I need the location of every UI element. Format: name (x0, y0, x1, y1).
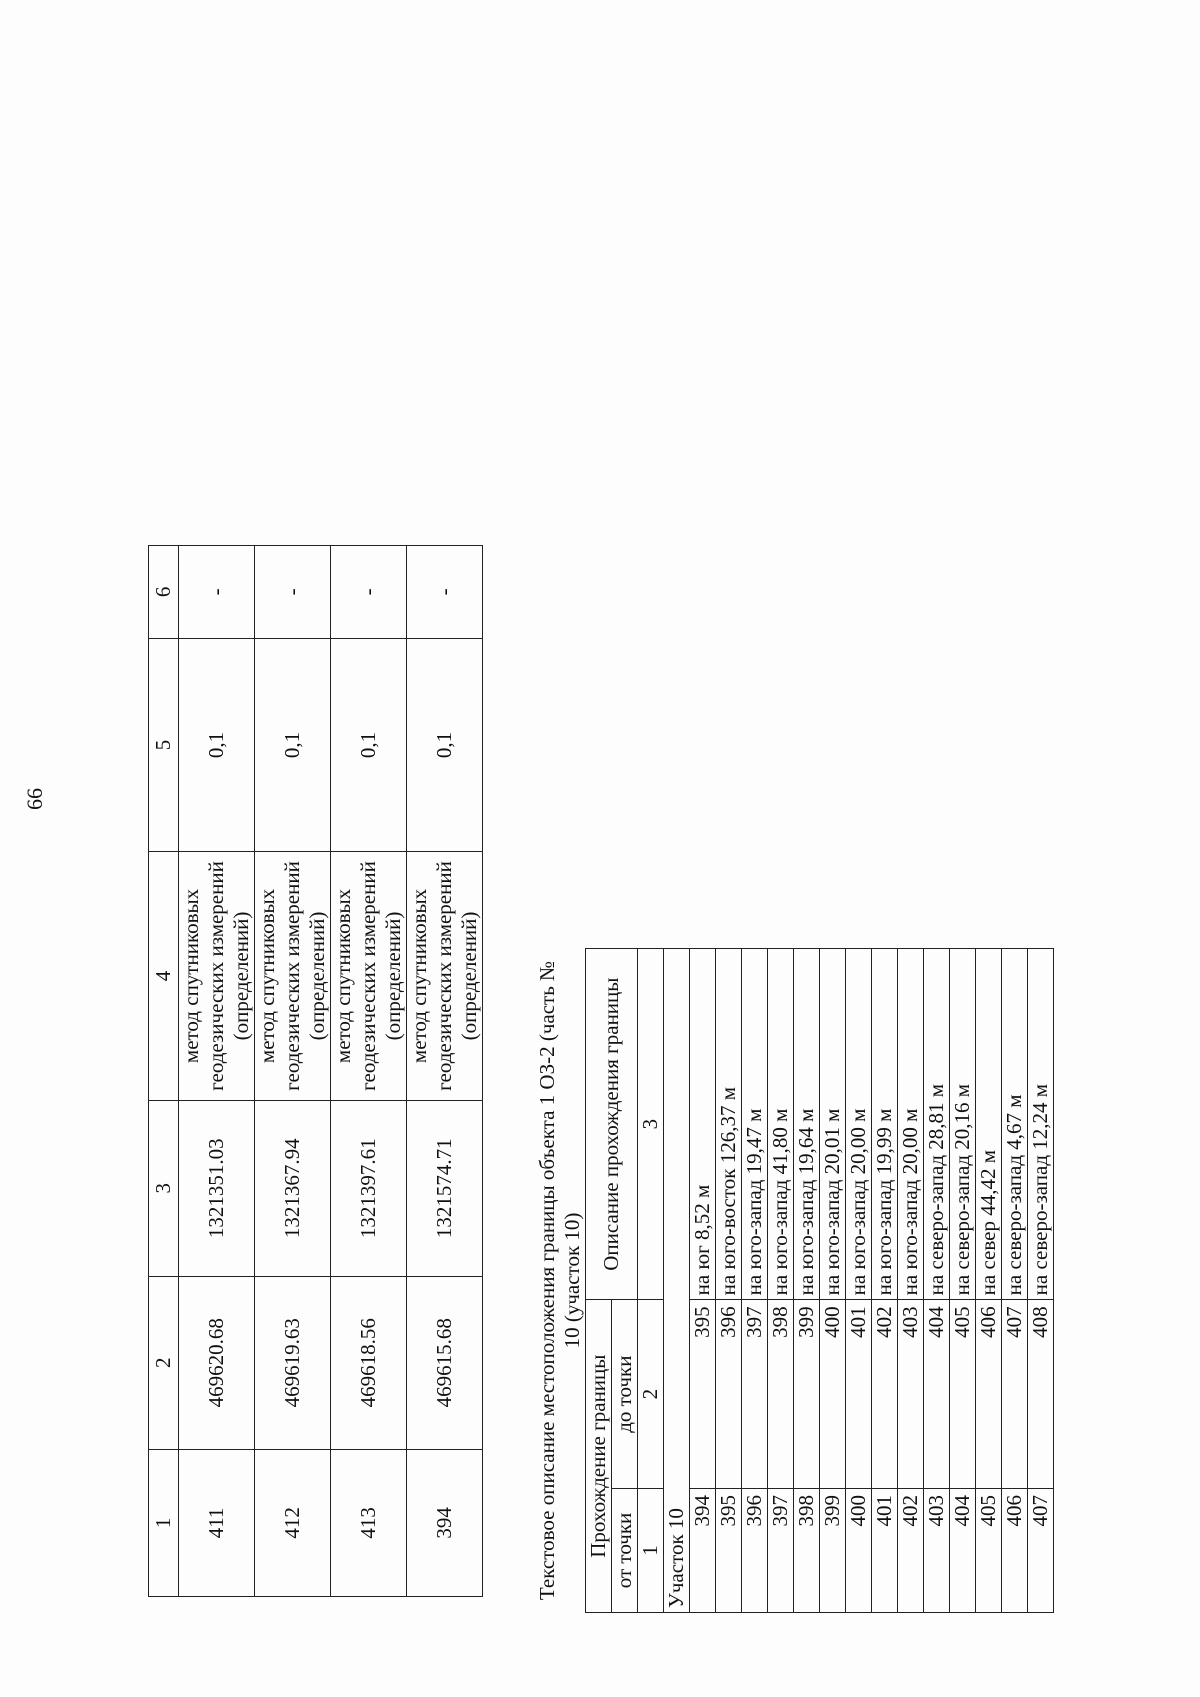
description-cell: на юго-запад 19,99 м (872, 949, 898, 1300)
accuracy-cell: 0,1 (331, 638, 407, 852)
description-table-block (535, 948, 1054, 1613)
boundary-row (872, 949, 898, 1613)
to-point-cell: 402 (872, 1300, 898, 1489)
boundary-row (1028, 949, 1054, 1613)
boundary-row (976, 949, 1002, 1613)
from-point-cell: 406 (1002, 1488, 1028, 1612)
from-point-cell: 407 (1028, 1488, 1054, 1612)
method-line: метод спутниковых (331, 888, 355, 1064)
page-number: 66 (22, 788, 47, 810)
coordinates-table-body (179, 546, 483, 1597)
to-point-cell: 399 (794, 1300, 820, 1489)
method-line: (определений) (305, 911, 329, 1041)
note-cell: - (331, 546, 407, 639)
coordinates-table-header (149, 546, 179, 1597)
coordinate-row (331, 546, 407, 1597)
y-coordinate-cell: 1321397.61 (331, 1100, 407, 1276)
header-cell: 5 (149, 638, 179, 852)
coordinate-row (179, 546, 255, 1597)
column-number: 1 (638, 1488, 664, 1612)
accuracy-cell: 0,1 (255, 638, 331, 852)
description-cell: на север 44,42 м (976, 949, 1002, 1300)
coordinates-table (148, 545, 483, 1597)
description-cell: на северо-запад 12,24 м (1028, 949, 1054, 1300)
to-point-cell: 407 (1002, 1300, 1028, 1489)
to-point-cell: 397 (742, 1300, 768, 1489)
from-point-cell: 400 (846, 1488, 872, 1612)
table-title-row (535, 949, 586, 1613)
description-cell: на юг 8,52 м (690, 949, 716, 1300)
from-point-cell: 403 (924, 1488, 950, 1612)
description-cell: на юго-запад 41,80 м (768, 949, 794, 1300)
from-point-cell: 399 (820, 1488, 846, 1612)
point-cell: 413 (331, 1449, 407, 1596)
method-line: метод спутниковых (407, 888, 431, 1064)
column-number: 2 (638, 1300, 664, 1489)
boundary-row (820, 949, 846, 1613)
from-point-cell: 397 (768, 1488, 794, 1612)
method-cell (255, 852, 331, 1100)
point-cell: 412 (255, 1449, 331, 1596)
x-coordinate-cell: 469618.56 (331, 1276, 407, 1449)
accuracy-cell: 0,1 (179, 638, 255, 852)
description-cell: на юго-запад 20,00 м (846, 949, 872, 1300)
description-cell: на юго-восток 126,37 м (716, 949, 742, 1300)
from-point-cell: 394 (690, 1488, 716, 1612)
note-cell: - (407, 546, 483, 639)
boundary-row (690, 949, 716, 1613)
boundary-row (950, 949, 976, 1613)
from-point-cell: 401 (872, 1488, 898, 1612)
method-cell (407, 852, 483, 1100)
y-coordinate-cell: 1321351.03 (179, 1100, 255, 1276)
description-cell: на юго-запад 20,01 м (820, 949, 846, 1300)
description-cell: на северо-запад 28,81 м (924, 949, 950, 1300)
boundary-row (1002, 949, 1028, 1613)
header-cell: 6 (149, 546, 179, 639)
coordinates-table-block (148, 545, 483, 1597)
accuracy-cell: 0,1 (407, 638, 483, 852)
section-row (664, 949, 690, 1613)
method-line: (определений) (229, 911, 253, 1041)
to-point-cell: 405 (950, 1300, 976, 1489)
to-point-cell: 395 (690, 1300, 716, 1489)
method-line: геодезических измерений (356, 861, 380, 1091)
x-coordinate-cell: 469620.68 (179, 1276, 255, 1449)
from-point-cell: 395 (716, 1488, 742, 1612)
method-line: (определений) (457, 911, 481, 1041)
description-cell: на юго-запад 20,00 м (898, 949, 924, 1300)
to-point-cell: 404 (924, 1300, 950, 1489)
header-cell: 2 (149, 1276, 179, 1449)
header-row-1 (586, 949, 612, 1613)
description-cell: на северо-запад 4,67 м (1002, 949, 1028, 1300)
description-cell: на юго-запад 19,64 м (794, 949, 820, 1300)
method-line: геодезических измерений (280, 861, 304, 1091)
to-point-cell: 408 (1028, 1300, 1054, 1489)
from-point-cell: 404 (950, 1488, 976, 1612)
x-coordinate-cell: 469619.63 (255, 1276, 331, 1449)
description-cell: на юго-запад 19,47 м (742, 949, 768, 1300)
x-coordinate-cell: 469615.68 (407, 1276, 483, 1449)
from-point-cell: 402 (898, 1488, 924, 1612)
boundary-row (898, 949, 924, 1613)
table-title: Текстовое описание местоположения границы объекта 1 ОЗ-2 (часть № 10 (участок 10) (535, 960, 584, 1601)
coordinate-row (255, 546, 331, 1597)
y-coordinate-cell: 1321574.71 (407, 1100, 483, 1276)
to-point-cell: 400 (820, 1300, 846, 1489)
method-line: (определений) (381, 911, 405, 1041)
point-cell: 394 (407, 1449, 483, 1596)
boundary-row (794, 949, 820, 1613)
header-cell: 4 (149, 852, 179, 1100)
boundary-row (768, 949, 794, 1613)
to-point-cell: 398 (768, 1300, 794, 1489)
boundary-rows (690, 949, 1054, 1613)
passage-header: Прохождение границы (586, 1300, 612, 1613)
note-cell: - (179, 546, 255, 639)
to-point-cell: 403 (898, 1300, 924, 1489)
column-number-row (638, 949, 664, 1613)
method-cell (331, 852, 407, 1100)
boundary-row (716, 949, 742, 1613)
from-point-header: от точки (612, 1488, 638, 1612)
boundary-row (924, 949, 950, 1613)
method-line: метод спутниковых (179, 888, 203, 1064)
y-coordinate-cell: 1321367.94 (255, 1100, 331, 1276)
header-cell: 3 (149, 1100, 179, 1276)
note-cell: - (255, 546, 331, 639)
section-label: Участок 10 (664, 949, 690, 1613)
column-number: 3 (638, 949, 664, 1300)
description-header: Описание прохождения границы (586, 949, 638, 1300)
boundary-row (742, 949, 768, 1613)
description-cell: на северо-запад 20,16 м (950, 949, 976, 1300)
from-point-cell: 396 (742, 1488, 768, 1612)
to-point-cell: 406 (976, 1300, 1002, 1489)
method-line: геодезических измерений (432, 861, 456, 1091)
to-point-cell: 396 (716, 1300, 742, 1489)
to-point-cell: 401 (846, 1300, 872, 1489)
header-cell: 1 (149, 1449, 179, 1596)
method-cell (179, 852, 255, 1100)
point-cell: 411 (179, 1449, 255, 1596)
boundary-description-table (535, 948, 1054, 1613)
boundary-row (846, 949, 872, 1613)
from-point-cell: 398 (794, 1488, 820, 1612)
method-line: геодезических измерений (204, 861, 228, 1091)
method-line: метод спутниковых (255, 888, 279, 1064)
coordinate-row (407, 546, 483, 1597)
to-point-header: до точки (612, 1300, 638, 1489)
from-point-cell: 405 (976, 1488, 1002, 1612)
